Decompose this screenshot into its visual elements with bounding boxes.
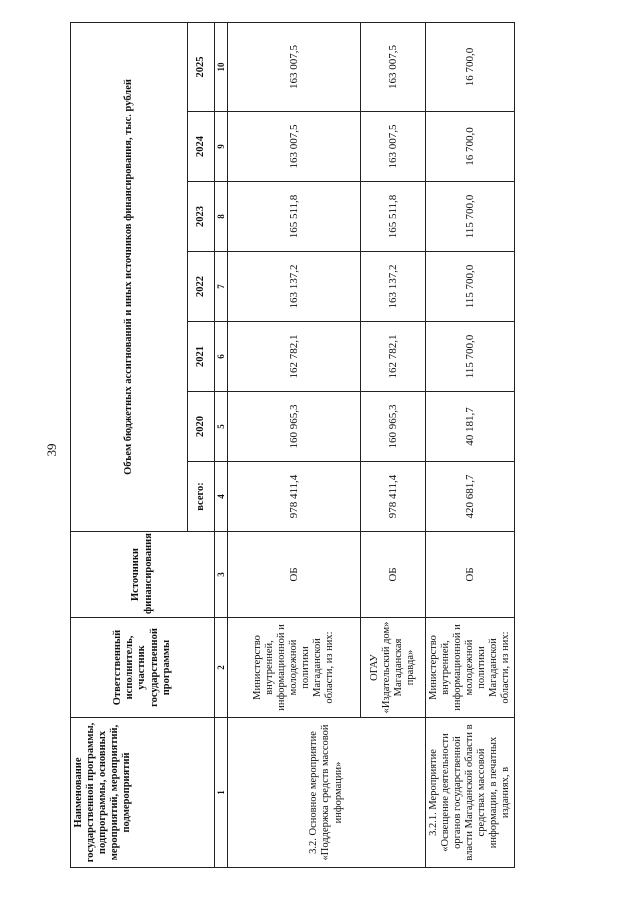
row-value: 115 700,0	[426, 322, 515, 392]
header-year-total: всего:	[188, 462, 215, 532]
row-value: 163 137,2	[228, 252, 361, 322]
header-year-2022: 2022	[188, 252, 215, 322]
row-value: 115 700,0	[426, 182, 515, 252]
header-year-2021: 2021	[188, 322, 215, 392]
row-value: 16 700,0	[426, 112, 515, 182]
row-value: 163 007,5	[361, 22, 426, 111]
col-index: 8	[215, 182, 228, 252]
row-executor: ОГАУ «Издательский дом» Магаданская правда»	[361, 618, 426, 718]
row-value: 420 681,7	[426, 462, 515, 532]
row-name: 3.2.1. Мероприятие «Освещение деятельности органов государственной власти Магаданской области в средствах массовой информации, в печатных изданиях, в	[426, 718, 515, 868]
row-value: 163 007,5	[228, 112, 361, 182]
row-value: 160 965,3	[228, 392, 361, 462]
header-budget-group: Объем бюджетных ассигнований и иных источников финансирования, тыс. рублей	[71, 22, 188, 531]
header-source: Источники финансирования	[71, 532, 215, 618]
budget-table	[70, 22, 515, 868]
row-name: 3.2. Основное мероприятие «Поддержка средств массовой информации»	[228, 718, 426, 868]
row-value: 115 700,0	[426, 252, 515, 322]
col-index: 4	[215, 462, 228, 532]
col-index: 3	[215, 532, 228, 618]
col-index: 9	[215, 112, 228, 182]
row-value: 16 700,0	[426, 22, 515, 111]
row-value: 163 007,5	[228, 22, 361, 111]
row-value: 160 965,3	[361, 392, 426, 462]
row-value: 165 511,8	[361, 182, 426, 252]
row-value: 163 007,5	[361, 112, 426, 182]
row-executor: Министерство внутренней, информационной и молодежной политики Магаданской области, из них:	[426, 618, 515, 718]
row-value: 162 782,1	[361, 322, 426, 392]
row-value: 162 782,1	[228, 322, 361, 392]
row-value: 40 181,7	[426, 392, 515, 462]
header-year-2023: 2023	[188, 182, 215, 252]
col-index: 7	[215, 252, 228, 322]
row-value: 978 411,4	[361, 462, 426, 532]
col-index: 10	[215, 22, 228, 111]
header-year-2025: 2025	[188, 22, 215, 111]
col-index: 1	[215, 718, 228, 868]
header-year-2024: 2024	[188, 112, 215, 182]
col-index: 5	[215, 392, 228, 462]
header-executor: Ответственный исполнитель, участник государственной программы	[71, 618, 215, 718]
table-row	[228, 22, 361, 867]
table-row	[426, 22, 515, 867]
header-year-2020: 2020	[188, 392, 215, 462]
row-source: ОБ	[228, 532, 361, 618]
col-index: 2	[215, 618, 228, 718]
row-value: 163 137,2	[361, 252, 426, 322]
col-index: 6	[215, 322, 228, 392]
row-value: 165 511,8	[228, 182, 361, 252]
page-number: 39	[44, 443, 59, 457]
row-source: ОБ	[426, 532, 515, 618]
row-executor: Министерство внутренней, информационной и молодежной политики Магаданской области, из них:	[228, 618, 361, 718]
header-name: Наименование государственной программы, подпрограммы, основных мероприятий, мероприятий, подмероприятий	[71, 718, 215, 868]
rotated-table-wrapper	[70, 23, 520, 868]
row-source: ОБ	[361, 532, 426, 618]
row-value: 978 411,4	[228, 462, 361, 532]
column-index-row	[215, 22, 228, 867]
